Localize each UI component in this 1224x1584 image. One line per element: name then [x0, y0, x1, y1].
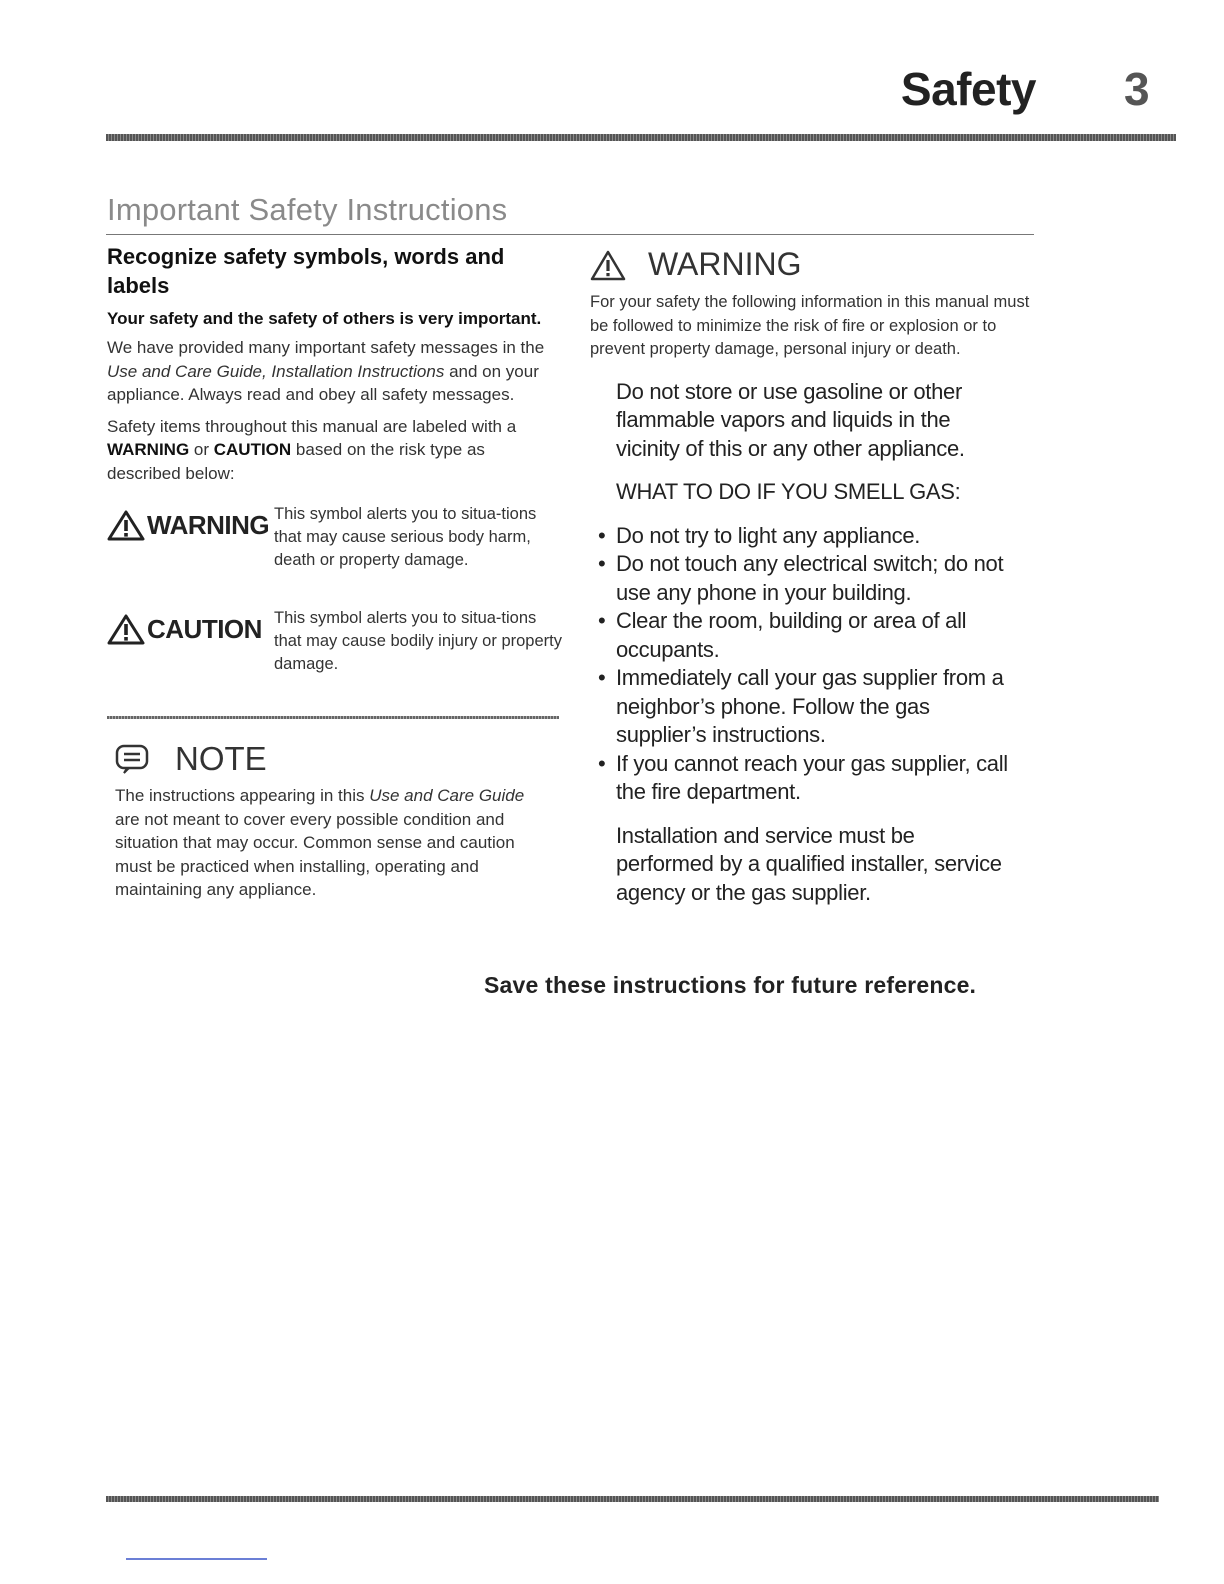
note-divider — [107, 716, 559, 719]
list-item: • Immediately call your gas supplier from a neighbor’s phone. Follow the gas supplier’s instructions. — [598, 664, 1016, 750]
gas-instructions — [616, 378, 1016, 908]
caution-symbol-row — [107, 607, 562, 693]
warning-triangle-icon — [107, 509, 145, 541]
page-title: Safety — [900, 63, 1036, 115]
symbols-heading: Recognize safety symbols, words and labels — [107, 244, 505, 298]
caution-symbol-label: CAUTION — [107, 613, 262, 645]
gasoline-paragraph: Do not store or use gasoline or other flammable vapors and liquids in the vicinity of this or any other appliance. — [616, 378, 965, 461]
labels-paragraph: Safety items throughout this manual are labeled with a WARNING or CAUTION based on the risk type as described below: — [107, 416, 517, 483]
warning-symbol-row — [107, 503, 562, 589]
intro-paragraph: We have provided many important safety messages in the Use and Care Guide, Installation Instructions and on your appliance. Always read and obey all safety messages. — [107, 338, 545, 404]
note-heading: NOTE — [115, 740, 545, 778]
list-item: • Do not try to light any appliance. — [598, 522, 1016, 551]
list-item: • Clear the room, building or area of all occupants. — [598, 607, 1016, 664]
header-rule — [106, 134, 1176, 141]
section-rule — [106, 234, 1034, 235]
list-item: • If you cannot reach your gas supplier, call the fire department. — [598, 750, 1016, 807]
gas-bullet-list — [616, 522, 1016, 807]
page-number: 3 — [1124, 63, 1150, 115]
warning-heading: WARNING — [590, 246, 1030, 283]
footer-rule — [106, 1496, 1159, 1502]
warning-triangle-icon — [107, 613, 145, 645]
warning-intro: For your safety the following information in this manual must be followed to minimize the risk of fire or explosion or to prevent property damage, personal injury or death. — [590, 293, 1030, 358]
note-block — [115, 740, 545, 902]
note-text: The instructions appearing in this Use and Care Guide are not meant to cover every possible condition and situation that may occur. Common sense and caution must be practiced when installing, operating and maintaining any appliance. — [115, 786, 525, 899]
caution-symbol-description: This symbol alerts you to situa-tions that may cause bodily injury or property damage. — [274, 609, 562, 673]
warning-symbol-label: WARNING — [107, 509, 269, 541]
symbols-subheading: Your safety and the safety of others is very important. — [107, 309, 542, 328]
smell-gas-heading: WHAT TO DO IF YOU SMELL GAS: — [616, 479, 961, 504]
warning-symbol-description: This symbol alerts you to situa-tions that may cause serious body harm, death or property damage. — [274, 505, 537, 569]
service-paragraph: Installation and service must be performed by a qualified installer, service agency or the gas supplier. — [616, 822, 1002, 905]
footer-link-underline — [126, 1558, 267, 1560]
list-item: • Do not touch any electrical switch; do not use any phone in your building. — [598, 550, 1016, 607]
warning-triangle-icon — [590, 249, 626, 281]
save-instructions-note: Save these instructions for future reference. — [484, 972, 977, 998]
note-icon — [115, 744, 149, 774]
left-column — [107, 242, 562, 693]
section-title: Important Safety Instructions — [107, 192, 508, 227]
right-column — [590, 246, 1030, 922]
